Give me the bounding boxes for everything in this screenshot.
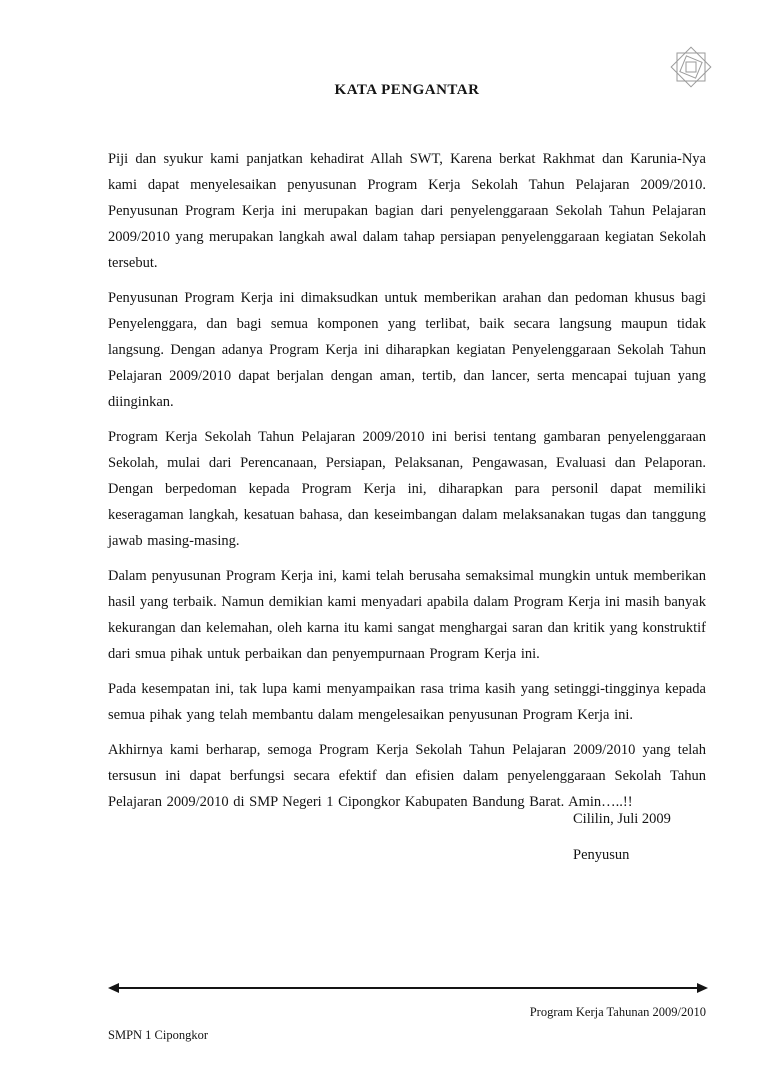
signature-role: Penyusun — [573, 847, 630, 863]
signature-place-date: Cililin, Juli 2009 — [573, 811, 671, 827]
paragraph: Pada kesempatan ini, tak lupa kami menyampaikan rasa trima kasih yang setinggi-tingginya kepada semua pihak yang telah membantu dalam mengelesaikan penyusunan Program Kerja ini. — [108, 681, 706, 723]
page-title: KATA PENGANTAR — [334, 82, 480, 98]
paragraph: Penyusunan Program Kerja ini dimaksudkan untuk memberikan arahan dan pedoman khusus bagi Penyelenggara, dan bagi semua komponen yang terlibat, baik secara langsung maupun tidak langsung. Dengan adanya Program Kerja ini diharapkan kegiatan Penyelenggaraan Sekolah Tahun Pelajaran 2009/2010 dapat berjalan dengan aman, tertib, dan lancer, serta mencapai tujuan yang diinginkan. — [108, 290, 706, 410]
paragraph: Piji dan syukur kami panjatkan kehadirat Allah SWT, Karena berkat Rakhmat dan Karunia-Nya kami dapat menyelesaikan penyusunan Program Kerja Sekolah Tahun Pelajaran 2009/2010. Penyusunan Program Kerja ini merupakan bagian dari penyelenggaraan Sekolah Tahun Pelajaran 2009/2010 yang merupakan langkah awal dalam tahap persiapan penyelenggaraan kegiatan Sekolah tersebut. — [108, 151, 706, 271]
footer-school-name: SMPN 1 Cipongkor — [108, 1028, 209, 1042]
footer-document-title: Program Kerja Tahunan 2009/2010 — [529, 1005, 706, 1019]
document-body — [108, 146, 706, 824]
paragraph: Akhirnya kami berharap, semoga Program Kerja Sekolah Tahun Pelajaran 2009/2010 yang telah tersusun ini dapat berfungsi secara efektif dan efisien dalam penyelenggaraan Sekolah Tahun Pelajaran 2009/2010 di SMP Negeri 1 Cipongkor Kabupaten Bandung Barat. Amin…..!! — [108, 742, 706, 810]
footer-divider-arrow — [110, 987, 706, 989]
paragraph: Program Kerja Sekolah Tahun Pelajaran 2009/2010 ini berisi tentang gambaran penyelenggaraan Sekolah, mulai dari Perencanaan, Persiapan, Pelaksanan, Pengawasan, Evaluasi dan Pelaporan. Dengan berpedoman kepada Program Kerja ini, diharapkan para personil dapat memiliki keseragaman langkah, kesatuan bahasa, dan keseimbangan dalam melaksanakan tugas dan tanggung jawab masing-masing. — [108, 429, 706, 549]
paragraph: Dalam penyusunan Program Kerja ini, kami telah berusaha semaksimal mungkin untuk memberikan hasil yang terbaik. Namun demikian kami menyadari apabila dalam Program Kerja ini masih banyak kekurangan dan kelemahan, oleh karna itu kami sangat menghargai saran dan kritik yang konstruktif dari smua pihak untuk perbaikan dan penyempurnaan Program Kerja ini. — [108, 568, 706, 662]
signature-block — [573, 806, 671, 868]
arrow-left-icon — [108, 983, 119, 993]
arrow-right-icon — [697, 983, 708, 993]
